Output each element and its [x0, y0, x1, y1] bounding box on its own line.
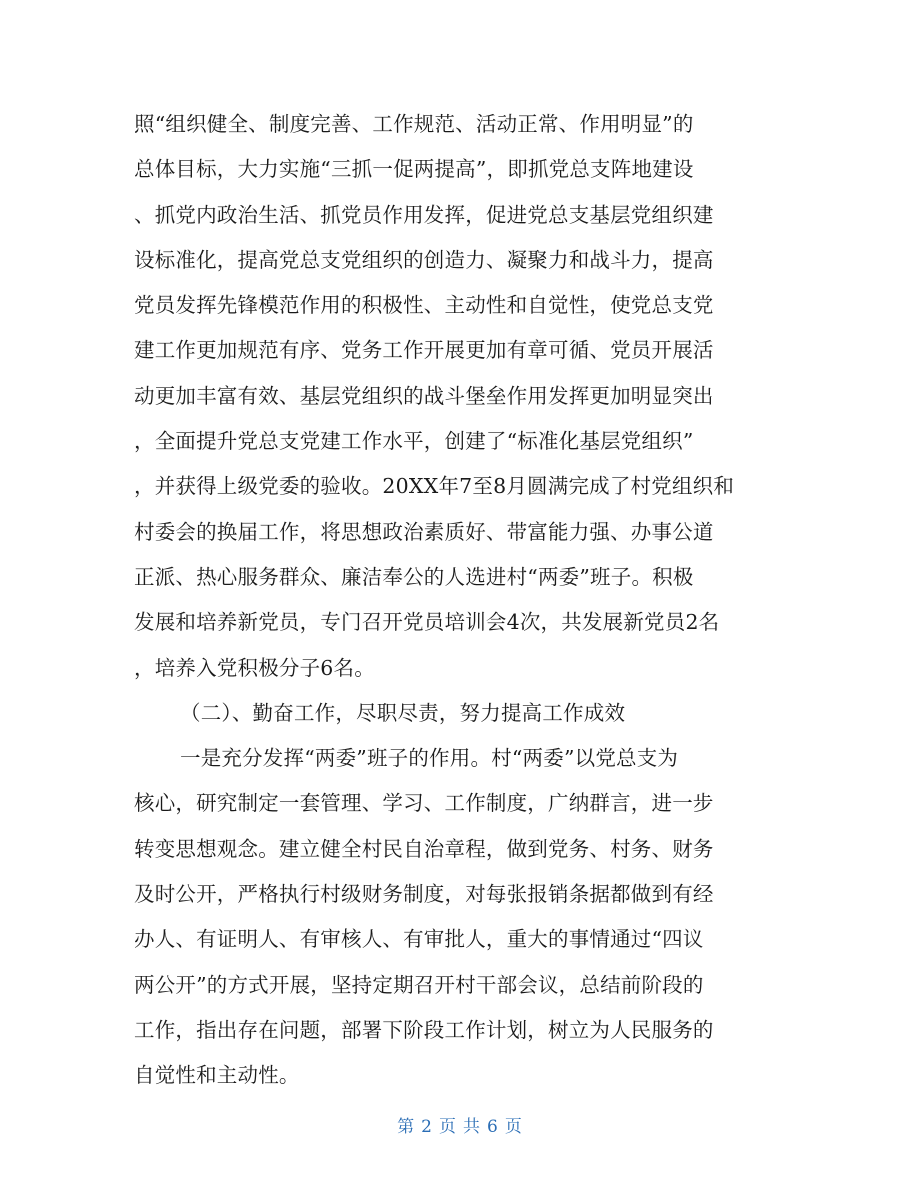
text-line: 正派、热心服务群众、廉洁奉公的人选进村“两委”班子。积极: [134, 564, 694, 589]
page-footer: [0, 1112, 920, 1137]
text-line: 转变思想观念。建立健全村民自治章程，做到党务、村务、财务: [134, 836, 714, 861]
document-body: [134, 102, 774, 1099]
text-line: 党员发挥先锋模范作用的积极性、主动性和自觉性，使党总支党: [134, 293, 714, 318]
paragraph-2: [134, 736, 774, 1098]
text-line: ，并获得上级党委的验收。20XX年7至8月圆满完成了村党组织和: [134, 474, 735, 499]
footer-total-pages: 6: [487, 1117, 499, 1137]
text-line: 自觉性和主动性。: [134, 1063, 300, 1088]
footer-page-word: 页: [439, 1117, 457, 1137]
text-line: 一是充分发挥“两委”班子的作用。村“两委”以党总支为: [180, 746, 679, 771]
text-line: 照“组织健全、制度完善、工作规范、活动正常、作用明显”的: [134, 112, 694, 136]
text-line: 办人、有证明人、有审核人、有审批人，重大的事情通过“四议: [134, 927, 704, 952]
text-line: ，培养入党积极分子6名。: [134, 655, 375, 680]
footer-page-number: 2: [421, 1117, 433, 1137]
text-line: 总体目标，大力实施“三抓一促两提高”，即抓党总支阵地建设: [134, 157, 694, 182]
paragraph-1: [134, 102, 774, 691]
text-line: 及时公开，严格执行村级财务制度，对每张报销条据都做到有经: [134, 882, 714, 907]
text-line: 设标准化，提高党总支党组织的创造力、凝聚力和战斗力，提高: [134, 247, 714, 272]
text-line: 工作，指出存在问题，部署下阶段工作计划，树立为人民服务的: [134, 1017, 714, 1042]
text-line: 核心，研究制定一套管理、学习、工作制度，广纳群言，进一步: [134, 791, 714, 816]
text-line: 动更加丰富有效、基层党组织的战斗堡垒作用发挥更加明显突出: [134, 383, 714, 408]
text-line: 建工作更加规范有序、党务工作开展更加有章可循、党员开展活: [134, 338, 714, 363]
footer-total-word: 页: [504, 1117, 523, 1137]
section-heading: （二）、勤奋工作，尽职尽责，努力提高工作成效: [180, 700, 626, 725]
footer-page-prefix: 第: [397, 1117, 416, 1137]
footer-total-prefix: 共: [463, 1117, 481, 1137]
text-line: 、抓党内政治生活、抓党员作用发挥，促进党总支基层党组织建: [134, 202, 714, 227]
text-line: 村委会的换届工作，将思想政治素质好、带富能力强、办事公道: [134, 519, 714, 544]
text-line: 两公开”的方式开展，坚持定期召开村干部会议，总结前阶段的: [134, 972, 704, 997]
text-line: ，全面提升党总支党建工作水平，创建了“标准化基层党组织”: [134, 429, 694, 454]
text-line: 发展和培养新党员，专门召开党员培训会4次，共发展新党员2名: [134, 610, 720, 635]
